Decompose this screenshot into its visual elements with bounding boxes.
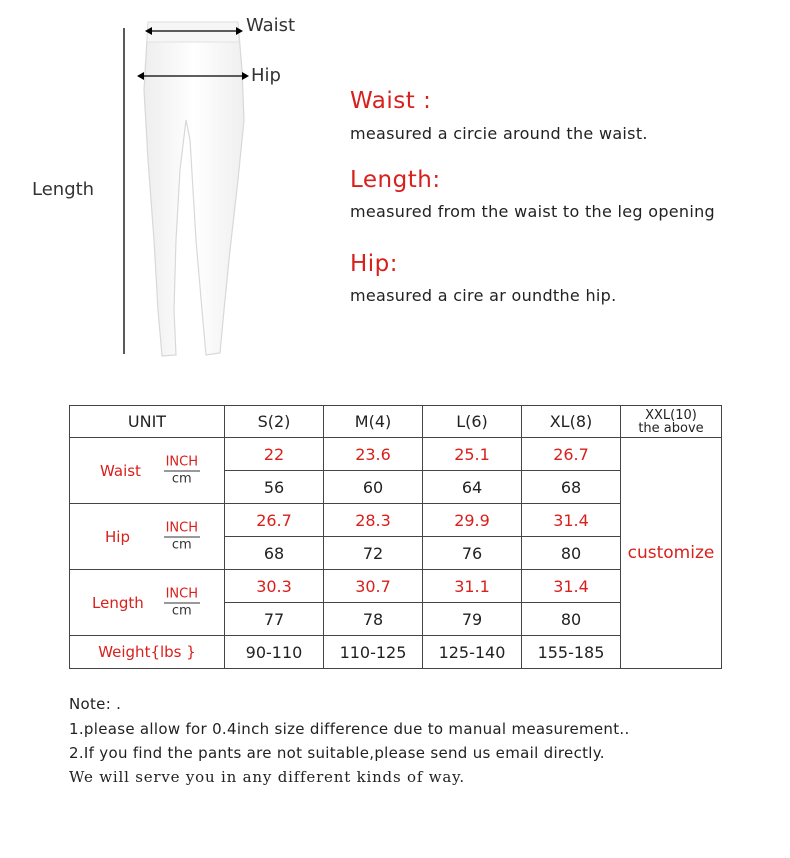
customize-cell: customize bbox=[621, 438, 722, 669]
waist-row-header bbox=[70, 438, 225, 504]
size-header: S(2) bbox=[225, 406, 324, 438]
size-chart-table bbox=[69, 405, 722, 669]
note-line-1: 1.please allow for 0.4inch size difference due to manual measurement.. bbox=[69, 720, 630, 738]
cm-cell: 68 bbox=[225, 537, 324, 570]
size-header: M(4) bbox=[324, 406, 423, 438]
unit-fraction bbox=[164, 520, 200, 553]
cm-label: cm bbox=[171, 537, 192, 552]
length-definition-text: measured from the waist to the leg opening bbox=[350, 202, 716, 221]
unit-fraction bbox=[164, 586, 200, 619]
table-row bbox=[70, 438, 722, 471]
cm-cell: 79 bbox=[423, 603, 522, 636]
inch-cell: 30.3 bbox=[225, 570, 324, 603]
note-line-2: 2.If you find the pants are not suitable,please send us email directly. bbox=[69, 744, 605, 762]
hip-row-header bbox=[70, 504, 225, 570]
hip-diagram-label: Hip bbox=[251, 65, 281, 86]
note-title: Note: . bbox=[69, 695, 122, 713]
cm-cell: 80 bbox=[522, 603, 621, 636]
length-row-header bbox=[70, 570, 225, 636]
size-header: XL(8) bbox=[522, 406, 621, 438]
length-definition-title: Length: bbox=[350, 167, 441, 193]
inch-cell: 31.1 bbox=[423, 570, 522, 603]
cm-cell: 77 bbox=[225, 603, 324, 636]
weight-cell: 110-125 bbox=[324, 636, 423, 669]
cm-cell: 72 bbox=[324, 537, 423, 570]
xxl-header-line2: the above bbox=[638, 420, 704, 436]
xxl-header-line1: XXL(10) bbox=[645, 407, 697, 423]
waist-definition-text: measured a circie around the waist. bbox=[350, 124, 648, 143]
size-header: L(6) bbox=[423, 406, 522, 438]
inch-cell: 25.1 bbox=[423, 438, 522, 471]
inch-cell: 23.6 bbox=[324, 438, 423, 471]
leggings-illustration bbox=[110, 10, 270, 360]
hip-arrow bbox=[137, 69, 249, 83]
hip-definition-title: Hip: bbox=[350, 251, 399, 277]
length-diagram-label: Length bbox=[32, 179, 95, 200]
waist-arrow bbox=[145, 24, 243, 38]
table-header-row bbox=[70, 406, 722, 438]
weight-row-label: Weight{lbs } bbox=[70, 636, 225, 669]
inch-cell: 26.7 bbox=[522, 438, 621, 471]
cm-cell: 56 bbox=[225, 471, 324, 504]
weight-cell: 125-140 bbox=[423, 636, 522, 669]
unit-header: UNIT bbox=[70, 406, 225, 438]
inch-cell: 31.4 bbox=[522, 570, 621, 603]
inch-cell: 22 bbox=[225, 438, 324, 471]
cm-cell: 76 bbox=[423, 537, 522, 570]
inch-label: INCH bbox=[165, 586, 198, 601]
length-row-label: Length bbox=[92, 593, 144, 612]
xxl-header bbox=[621, 406, 722, 438]
waist-definition-title: Waist : bbox=[350, 88, 432, 114]
waist-diagram-label: Waist bbox=[246, 15, 296, 36]
weight-cell: 90-110 bbox=[225, 636, 324, 669]
cm-cell: 68 bbox=[522, 471, 621, 504]
inch-cell: 31.4 bbox=[522, 504, 621, 537]
unit-fraction bbox=[164, 454, 200, 487]
length-line bbox=[119, 28, 129, 356]
inch-cell: 28.3 bbox=[324, 504, 423, 537]
hip-row-label: Hip bbox=[105, 527, 130, 546]
inch-cell: 30.7 bbox=[324, 570, 423, 603]
inch-label: INCH bbox=[165, 454, 198, 469]
inch-cell: 29.9 bbox=[423, 504, 522, 537]
cm-cell: 78 bbox=[324, 603, 423, 636]
waist-row-label: Waist bbox=[100, 461, 141, 480]
hip-definition-text: measured a cire ar oundthe hip. bbox=[350, 286, 617, 305]
cm-cell: 64 bbox=[423, 471, 522, 504]
inch-cell: 26.7 bbox=[225, 504, 324, 537]
note-line-3: We will serve you in any different kinds of way. bbox=[69, 768, 465, 786]
weight-cell: 155-185 bbox=[522, 636, 621, 669]
inch-label: INCH bbox=[165, 520, 198, 535]
cm-cell: 60 bbox=[324, 471, 423, 504]
cm-label: cm bbox=[171, 471, 192, 486]
cm-label: cm bbox=[171, 603, 192, 618]
cm-cell: 80 bbox=[522, 537, 621, 570]
